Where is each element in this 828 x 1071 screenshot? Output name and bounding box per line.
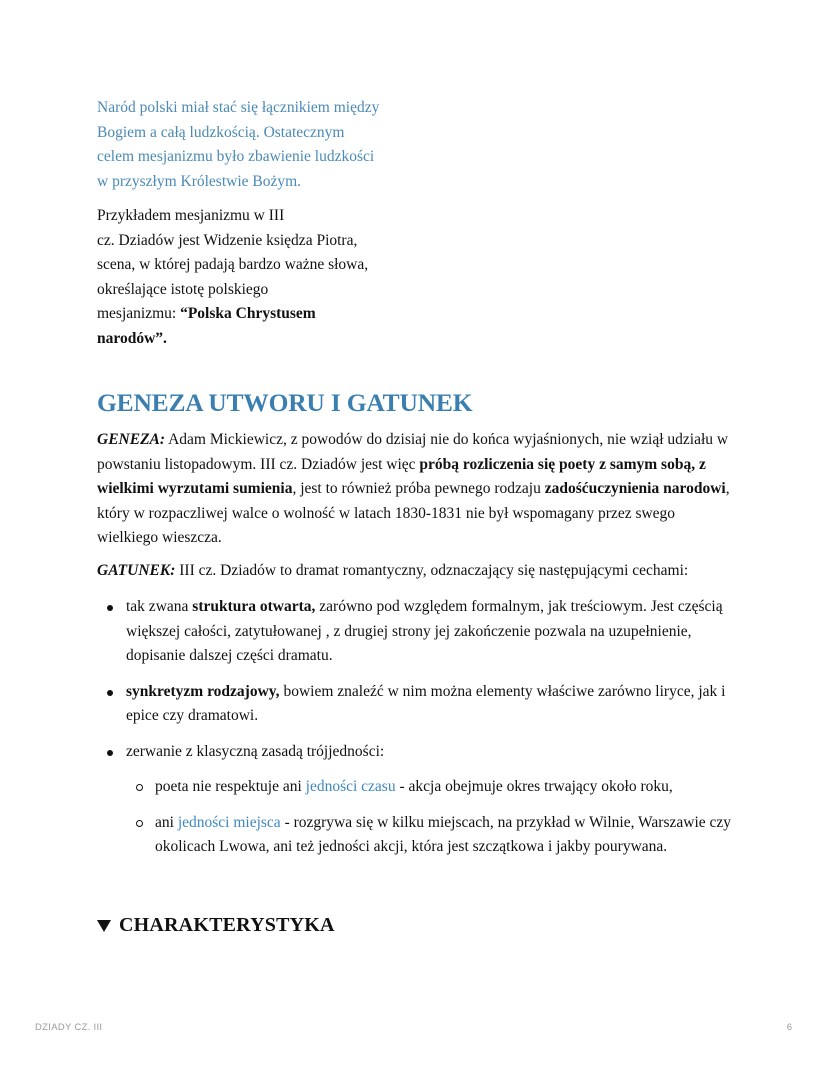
bullet-icon	[107, 750, 113, 756]
features-list	[97, 595, 737, 860]
sub-list-item	[126, 775, 737, 800]
bold-quote: “Polska Chrystusem	[180, 305, 316, 322]
link-jednosci-miejsca[interactable]: jedności miejsca	[177, 813, 281, 831]
gatunek-label: GATUNEK:	[97, 561, 176, 579]
link-jednosci-czasu[interactable]: jedności czasu	[305, 778, 396, 795]
text: tak zwana	[126, 598, 193, 615]
example-paragraph	[97, 204, 392, 351]
bullet-icon	[107, 690, 113, 696]
hollow-bullet-icon	[136, 820, 143, 827]
page-number: 6	[786, 1022, 792, 1033]
paragraph-line: scena, w której padają bardzo ważne słowa,	[97, 256, 369, 273]
paragraph-line: cz. Dziadów jest Widzenie księdza Piotra,	[97, 231, 358, 249]
bold-text: struktura otwarta,	[192, 598, 316, 615]
geneza-paragraph	[97, 428, 737, 551]
toggle-label[interactable]: CHARAKTERYSTYKA	[119, 914, 335, 936]
text: , jest to również próba pewnego rodzaju	[292, 480, 545, 497]
bullet-icon	[107, 605, 113, 611]
text: poeta nie respektuje ani	[155, 778, 306, 795]
quote-line: Bogiem a całą ludzkością. Ostatecznym	[97, 123, 345, 141]
sub-list	[126, 775, 737, 860]
text: zerwanie z klasyczną zasadą trójjedności:	[126, 742, 385, 760]
geneza-label: GENEZA:	[97, 431, 166, 448]
list-item	[97, 595, 737, 669]
quote-line: w przyszłym Królestwie Bożym.	[97, 172, 302, 190]
text: ani	[155, 813, 178, 831]
list-item	[97, 680, 737, 729]
bold-quote: narodów”.	[97, 329, 167, 347]
intro-block	[97, 96, 737, 351]
quote-line: celem mesjanizmu było zbawienie ludzkości	[97, 148, 375, 165]
list-item	[97, 740, 737, 860]
paragraph-line: określające istotę polskiego	[97, 280, 269, 298]
text: - rozgrywa się w kilku miejscach, na przykład w Wilnie, Warszawie czy okolicach Lwowa, ani też jedności akcji, która jest szczątkowa i jakby pourywana.	[155, 813, 732, 855]
text: - akcja obejmuje okres trwający około roku,	[395, 778, 673, 795]
text: , który w rozpaczliwej walce o wolność w latach 1830-1831 nie był wspomagany przez swego wielkiego wieszcza.	[97, 480, 730, 546]
bold-text: synkretyzm rodzajowy,	[126, 682, 280, 700]
quote-line: Naród polski miał stać się łącznikiem między	[97, 99, 380, 116]
hollow-bullet-icon	[136, 784, 143, 791]
bold-text: próbą rozliczenia się poety z samym sobą, z wielkimi wyrzutami sumienia	[97, 455, 706, 497]
section-body	[97, 428, 737, 871]
text: bowiem znaleźć w nim można elementy właściwe zarówno liryce, jak i epice czy dramatowi.	[126, 682, 726, 724]
text: III cz. Dziadów to dramat romantyczny, odznaczający się następującymi cechami:	[175, 561, 689, 579]
paragraph-line: Przykładem mesjanizmu w III	[97, 207, 285, 224]
bold-text: zadośćuczynienia narodowi	[544, 480, 726, 497]
paragraph-line: mesjanizmu:	[97, 305, 181, 322]
sub-list-item	[126, 811, 737, 860]
messianism-quote	[97, 96, 397, 194]
footer-title: DZIADY CZ. III	[35, 1022, 103, 1033]
section-heading: GENEZA UTWORU I GATUNEK	[97, 388, 473, 417]
charakterystyka-toggle[interactable]	[97, 914, 335, 937]
gatunek-paragraph	[97, 559, 737, 584]
triangle-down-icon[interactable]	[97, 920, 111, 932]
text: zarówno pod względem formalnym, jak treściowym. Jest częścią większej całości, zatytułowanej , z drugiej strony jej zakończenie pozwala na uzupełnienie, dopisanie dalszej części dramatu.	[126, 598, 723, 664]
text: Adam Mickiewicz, z powodów do dzisiaj nie do końca wyjaśnionych, nie wziął udziału w powstaniu listopadowym. III cz. Dziadów jest więc	[97, 431, 729, 473]
